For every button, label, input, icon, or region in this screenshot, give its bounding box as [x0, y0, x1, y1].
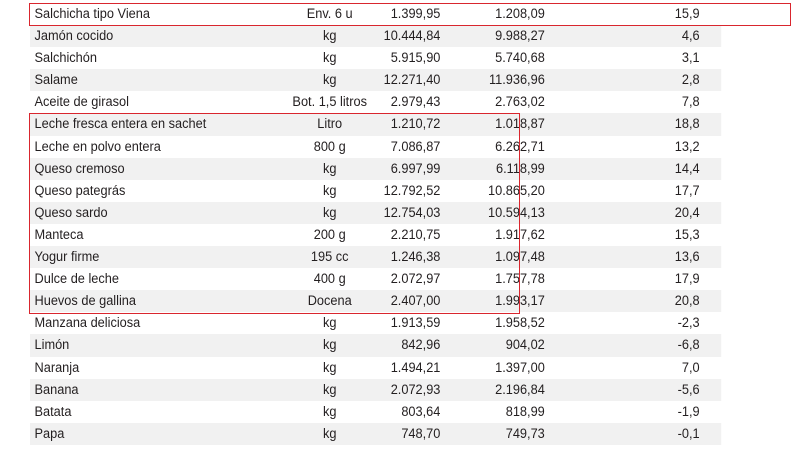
- price-a: 7.086,87: [390, 138, 441, 155]
- item-unit: kg: [322, 160, 337, 177]
- table-row: [30, 224, 721, 246]
- item-unit: kg: [322, 359, 337, 376]
- price-a: 1.494,21: [390, 359, 441, 376]
- item-unit: Env. 6 u: [306, 6, 353, 22]
- table-row: [30, 334, 721, 356]
- item-name: Salame: [34, 72, 78, 89]
- item-unit: kg: [322, 337, 337, 354]
- table-row: [30, 379, 721, 401]
- variation-pct: -1,9: [677, 403, 700, 420]
- item-unit: kg: [322, 72, 337, 89]
- price-a: 1.399,95: [390, 6, 441, 22]
- price-b: 6.262,71: [495, 138, 545, 155]
- table-row: [30, 113, 721, 135]
- item-name: Dulce de leche: [34, 271, 119, 288]
- variation-pct: 17,9: [674, 271, 700, 288]
- price-a: 803,64: [401, 403, 441, 420]
- item-name: Naranja: [34, 359, 80, 376]
- price-a: 1.913,59: [390, 315, 441, 332]
- variation-pct: 4,6: [681, 28, 700, 45]
- price-b: 1.018,87: [495, 116, 545, 133]
- table-row: [30, 357, 721, 379]
- item-unit: kg: [322, 315, 337, 332]
- price-a: 6.997,99: [390, 160, 441, 177]
- price-b: 818,99: [505, 403, 545, 420]
- table-row: [30, 69, 721, 91]
- price-a: 12.271,40: [383, 72, 441, 89]
- table-row: [30, 312, 721, 334]
- variation-pct: -0,1: [677, 425, 700, 442]
- price-a: 1.210,72: [390, 116, 441, 133]
- table-row: [30, 401, 721, 423]
- variation-pct: -5,6: [677, 381, 700, 398]
- price-b: 2.763,02: [495, 94, 545, 111]
- item-unit: 800 g: [313, 138, 346, 155]
- price-b: 5.740,68: [495, 50, 545, 67]
- table-row: [30, 158, 721, 180]
- variation-pct: -2,3: [677, 315, 700, 332]
- variation-pct: 15,9: [674, 6, 700, 22]
- price-b: 904,02: [505, 337, 545, 354]
- item-unit: kg: [322, 403, 337, 420]
- item-name: Manteca: [34, 226, 84, 243]
- price-b: 6.118,99: [496, 160, 545, 177]
- price-a: 2.072,97: [390, 271, 441, 288]
- table-row: [30, 246, 721, 268]
- item-name: Salchichón: [34, 50, 97, 67]
- item-unit: kg: [322, 182, 337, 199]
- item-name: Leche fresca entera en sachet: [34, 116, 207, 133]
- item-name: Jamón cocido: [34, 28, 114, 45]
- price-a: 1.246,38: [390, 249, 441, 266]
- price-b: 1.757,78: [495, 271, 545, 288]
- price-b: 9.988,27: [495, 28, 545, 45]
- item-unit: kg: [322, 425, 337, 442]
- table-row: [30, 25, 721, 47]
- variation-pct: 7,0: [681, 359, 700, 376]
- table-row: [30, 423, 721, 445]
- price-b: 1.397,00: [495, 359, 545, 376]
- variation-pct: 14,4: [674, 160, 700, 177]
- item-name: Queso pategrás: [34, 182, 126, 199]
- item-name: Batata: [34, 403, 72, 420]
- price-b: 2.196,84: [495, 381, 545, 398]
- variation-pct: 2,8: [681, 72, 700, 89]
- variation-pct: 15,3: [674, 226, 700, 243]
- price-a: 12.754,03: [383, 204, 441, 221]
- price-a: 5.915,90: [390, 50, 441, 67]
- variation-pct: -6,8: [677, 337, 700, 354]
- item-unit: kg: [322, 28, 337, 45]
- table-row: [30, 290, 721, 312]
- table-row: [30, 268, 721, 290]
- price-b: 1.917,62: [495, 226, 545, 243]
- table-row: [30, 47, 721, 69]
- variation-pct: 20,8: [674, 293, 700, 310]
- table-row: [30, 180, 721, 202]
- item-name: Huevos de gallina: [34, 293, 137, 310]
- item-name: Queso cremoso: [34, 160, 125, 177]
- price-a: 2.407,00: [390, 293, 441, 310]
- price-b: 10.865,20: [487, 182, 545, 199]
- item-unit: Docena: [307, 293, 352, 310]
- variation-pct: 7,8: [681, 94, 700, 111]
- item-name: Queso sardo: [34, 204, 108, 221]
- price-b: 1.993,17: [495, 293, 545, 310]
- item-unit: kg: [322, 381, 337, 398]
- variation-pct: 18,8: [674, 116, 700, 133]
- item-unit: kg: [322, 50, 337, 67]
- item-unit: Bot. 1,5 litros: [292, 94, 367, 111]
- price-a: 748,70: [401, 425, 441, 442]
- item-unit: 400 g: [313, 271, 346, 288]
- item-name: Yogur firme: [34, 249, 100, 266]
- price-a: 2.979,43: [390, 94, 441, 111]
- item-name: Banana: [34, 381, 79, 398]
- table-row: [30, 202, 721, 224]
- price-b: 1.208,09: [495, 6, 545, 22]
- price-a: 2.072,93: [390, 381, 441, 398]
- variation-pct: 3,1: [681, 50, 700, 67]
- table-row: [30, 3, 721, 25]
- price-b: 749,73: [505, 425, 545, 442]
- variation-pct: 20,4: [674, 204, 700, 221]
- table-row: [30, 91, 721, 113]
- table-row: [30, 136, 721, 158]
- price-b: 10.594,13: [487, 204, 545, 221]
- variation-pct: 13,6: [674, 249, 700, 266]
- price-b: 11.936,96: [488, 72, 545, 89]
- item-unit: 200 g: [313, 226, 346, 243]
- item-name: Aceite de girasol: [34, 94, 129, 111]
- item-name: Salchicha tipo Viena: [34, 6, 150, 22]
- price-b: 1.097,48: [495, 249, 545, 266]
- price-a: 842,96: [401, 337, 441, 354]
- variation-pct: 13,2: [674, 138, 700, 155]
- item-unit: 195 cc: [310, 249, 349, 266]
- item-name: Papa: [34, 425, 65, 442]
- price-a: 2.210,75: [390, 226, 441, 243]
- item-name: Manzana deliciosa: [34, 315, 141, 332]
- price-a: 10.444,84: [383, 28, 441, 45]
- price-a: 12.792,52: [383, 182, 441, 199]
- item-unit: kg: [322, 204, 337, 221]
- price-b: 1.958,52: [495, 315, 545, 332]
- item-unit: Litro: [317, 116, 343, 133]
- item-name: Leche en polvo entera: [34, 138, 161, 155]
- item-name: Limón: [34, 337, 70, 354]
- price-table: [30, 3, 798, 445]
- variation-pct: 17,7: [674, 182, 700, 199]
